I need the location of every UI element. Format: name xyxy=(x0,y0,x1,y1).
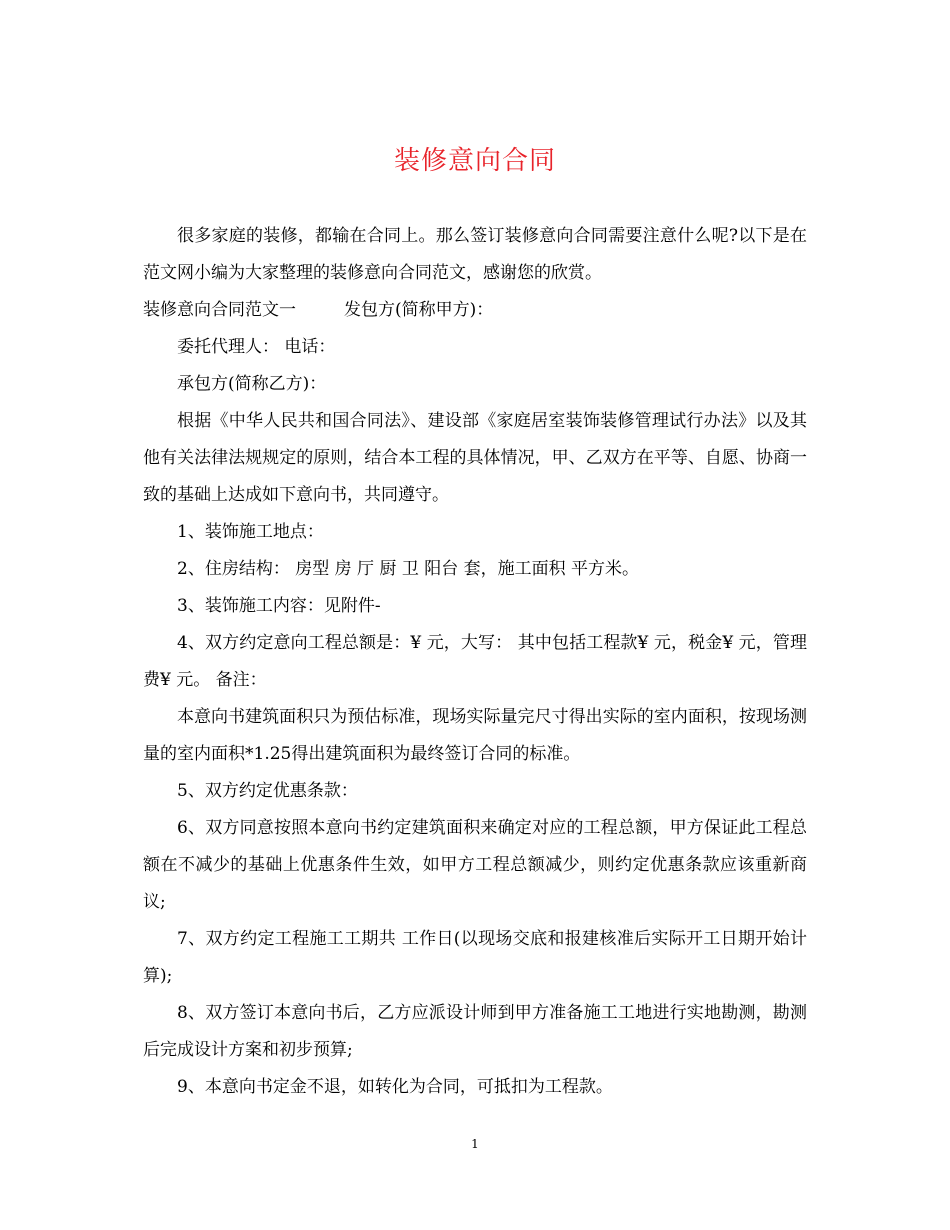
clause-4: 4、双方约定意向工程总额是：¥ 元，大写： 其中包括工程款¥ 元，税金¥ 元，管理费¥ 元。 备注： xyxy=(143,633,807,690)
clause-1: 1、装饰施工地点： xyxy=(177,522,324,542)
clause-2: 2、住房结构： 房型 房 厅 厨 卫 阳台 套，施工面积 平方米。 xyxy=(177,559,640,579)
document-title: 装修意向合同 xyxy=(393,146,556,176)
sample-heading-line xyxy=(143,292,807,329)
basis-paragraph: 根据《中华人民共和国合同法》、建设部《家庭居室装饰装修管理试行办法》以及其他有关法律法规规定的原则，结合本工程的具体情况，甲、乙双方在平等、自愿、协商一致的基础上达成如下意向书，共同遵守。 xyxy=(143,411,807,505)
document-body xyxy=(143,218,807,1106)
clause-8: 8、双方签订本意向书后，乙方应派设计师到甲方准备施工工地进行实地勘测，勘测后完成设计方案和初步预算; xyxy=(143,1003,807,1060)
clause-3: 3、装饰施工内容：见附件- xyxy=(177,596,381,616)
sample-heading: 装修意向合同范文一 xyxy=(143,300,296,320)
area-note: 本意向书建筑面积只为预估标准，现场实际量完尺寸得出实际的室内面积，按现场测量的室内面积*1.25得出建筑面积为最终签订合同的标准。 xyxy=(143,707,807,764)
agent-phone-line: 委托代理人： 电话： xyxy=(177,337,336,357)
clause-5: 5、双方约定优惠条款： xyxy=(177,781,358,801)
clause-7: 7、双方约定工程施工工期共 工作日(以现场交底和报建核准后实际开工日期开始计算); xyxy=(143,929,807,986)
clause-9: 9、本意向书定金不退，如转化为合同，可抵扣为工程款。 xyxy=(177,1077,613,1097)
page-number: 1 xyxy=(471,1137,479,1151)
party-a-label: 发包方(简称甲方)： xyxy=(344,300,494,320)
clause-6: 6、双方同意按照本意向书约定建筑面积来确定对应的工程总额，甲方保证此工程总额在不减少的基础上优惠条件生效，如甲方工程总额减少，则约定优惠条款应该重新商议; xyxy=(143,818,807,912)
party-b-line: 承包方(简称乙方)： xyxy=(177,374,327,394)
intro-paragraph: 很多家庭的装修，都输在合同上。那么签订装修意向合同需要注意什么呢?以下是在范文网小编为大家整理的装修意向合同范文，感谢您的欣赏。 xyxy=(143,226,807,283)
